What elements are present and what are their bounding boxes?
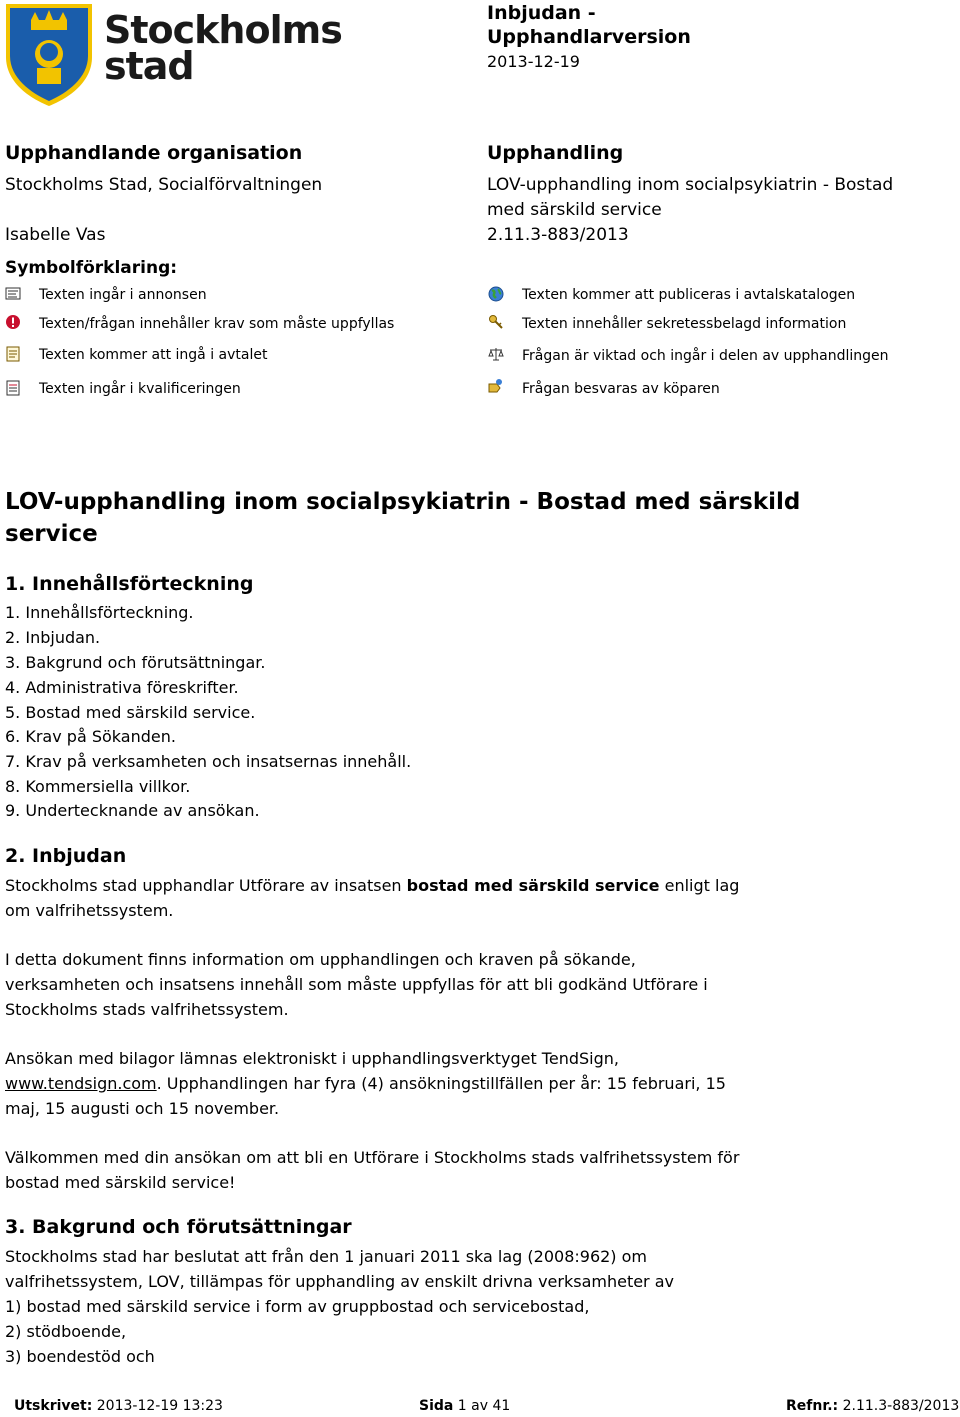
legend-left-text-3: Texten kommer att ingå i avtalet <box>39 347 268 363</box>
document-title-line2: service <box>5 521 98 547</box>
s2-p1-text-b: enligt lag <box>659 876 740 895</box>
s3-line5: 3) boendestöd och <box>5 1347 155 1366</box>
section-2-heading: 2. Inbjudan <box>5 845 127 867</box>
section-3-paragraph <box>5 1244 805 1369</box>
toc-heading: 1. Innehållsförteckning <box>5 573 254 595</box>
legend-right-text-3: Frågan är viktad och ingår i delen av upphandlingen <box>522 348 889 364</box>
s2-p3-line2-rest: . Upphandlingen har fyra (4) ansökningstillfällen per år: 15 februari, 15 <box>156 1074 726 1093</box>
legend-right-text-4: Frågan besvaras av köparen <box>522 381 720 397</box>
org-heading: Upphandlande organisation <box>5 142 303 164</box>
toc-item[interactable]: 2. Inbjudan. <box>5 628 101 647</box>
procurement-name-line1: LOV-upphandling inom socialpsykiatrin - Bostad <box>487 175 894 195</box>
legend-right-text-1: Texten kommer att publiceras i avtalskatalogen <box>522 287 856 303</box>
s2-p4-line1: Välkommen med din ansökan om att bli en Utförare i Stockholms stads valfrihetssystem för <box>5 1148 740 1167</box>
legend-left-text-4: Texten ingår i kvalificeringen <box>39 381 241 397</box>
section-2-paragraph-2 <box>5 947 805 1022</box>
s3-line1: Stockholms stad har beslutat att från den 1 januari 2011 ska lag (2008:962) om <box>5 1247 648 1266</box>
footer-page-value: 1 av 41 <box>453 1398 511 1414</box>
globe-icon <box>488 286 504 302</box>
legend-left-text-2: Texten/frågan innehåller krav som måste uppfyllas <box>39 316 395 332</box>
footer-ref-label: Refnr.: <box>786 1398 839 1414</box>
legend-right-text-2: Texten innehåller sekretessbelagd information <box>522 316 847 332</box>
footer-printed-label: Utskrivet: <box>14 1398 93 1414</box>
exclamation-icon <box>5 314 21 330</box>
doc-title-line2: Upphandlarversion <box>487 26 691 48</box>
logo-text-line1: Stockholms <box>104 8 342 52</box>
s2-p3-line3: maj, 15 augusti och 15 november. <box>5 1099 280 1118</box>
footer-page-label: Sida <box>419 1398 454 1414</box>
s3-line3: 1) bostad med särskild service i form av gruppbostad och servicebostad, <box>5 1297 590 1316</box>
scale-icon <box>488 346 504 362</box>
section-2-paragraph-1 <box>5 873 805 923</box>
logo-text-line2: stad <box>104 44 194 88</box>
org-contact: Isabelle Vas <box>5 225 106 245</box>
footer-printed <box>14 1398 223 1414</box>
s2-p1-line2: om valfrihetssystem. <box>5 901 174 920</box>
s2-p2-line3: Stockholms stads valfrihetssystem. <box>5 1000 289 1019</box>
s2-p1-line1 <box>5 873 805 898</box>
toc-item[interactable]: 9. Undertecknande av ansökan. <box>5 801 260 820</box>
s2-p3-line1: Ansökan med bilagor lämnas elektroniskt i upphandlingsverktyget TendSign, <box>5 1049 619 1068</box>
s3-line2: valfrihetssystem, LOV, tillämpas för upphandling av enskilt drivna verksamheter av <box>5 1272 674 1291</box>
toc-item[interactable]: 3. Bakgrund och förutsättningar. <box>5 653 266 672</box>
key-icon <box>488 314 504 330</box>
footer-printed-value: 2013-12-19 13:23 <box>92 1398 223 1414</box>
toc-item[interactable]: 8. Kommersiella villkor. <box>5 777 191 796</box>
section-2-paragraph-3 <box>5 1046 805 1121</box>
legend-left-text-1: Texten ingår i annonsen <box>39 287 207 303</box>
toc-item[interactable]: 5. Bostad med särskild service. <box>5 703 256 722</box>
procurement-ref: 2.11.3-883/2013 <box>487 225 629 245</box>
procurement-name-line2: med särskild service <box>487 200 662 220</box>
s2-p1-bold: bostad med särskild service <box>406 876 660 895</box>
procurement-heading: Upphandling <box>487 142 624 164</box>
document-title <box>5 486 800 550</box>
document-title-line1: LOV-upphandling inom socialpsykiatrin - Bostad med särskild <box>5 489 801 515</box>
legend <box>0 0 960 410</box>
toc-item[interactable]: 7. Krav på verksamheten och insatsernas innehåll. <box>5 752 412 771</box>
footer-page <box>419 1398 510 1414</box>
contract-icon <box>5 346 21 362</box>
toc-item[interactable]: 4. Administrativa föreskrifter. <box>5 678 239 697</box>
footer-ref-value: 2.11.3-883/2013 <box>838 1398 960 1414</box>
s2-p1-text-a: Stockholms stad upphandlar Utförare av insatsen <box>5 876 407 895</box>
tendsign-link[interactable]: www.tendsign.com <box>5 1074 157 1093</box>
section-2-paragraph-4 <box>5 1145 805 1195</box>
s2-p4-line2: bostad med särskild service! <box>5 1173 236 1192</box>
footer-ref <box>786 1398 959 1414</box>
doc-title-line1: Inbjudan - <box>487 2 596 24</box>
s2-p2-line1: I detta dokument finns information om upphandlingen och kraven på sökande, <box>5 950 636 969</box>
doc-date: 2013-12-19 <box>487 52 580 71</box>
s3-line4: 2) stödboende, <box>5 1322 127 1341</box>
toc-item[interactable]: 1. Innehållsförteckning. <box>5 603 194 622</box>
org-name: Stockholms Stad, Socialförvaltningen <box>5 175 323 195</box>
buyer-answer-icon <box>488 378 504 394</box>
s2-p2-line2: verksamheten och insatsens innehåll som måste uppfyllas för att bli godkänd Utförare i <box>5 975 708 994</box>
s2-p3-line2 <box>5 1071 805 1096</box>
qualification-icon <box>5 380 21 396</box>
section-3-heading: 3. Bakgrund och förutsättningar <box>5 1216 352 1238</box>
toc-item[interactable]: 6. Krav på Sökanden. <box>5 727 176 746</box>
announcement-icon <box>5 286 21 302</box>
legend-heading: Symbolförklaring: <box>5 258 178 278</box>
